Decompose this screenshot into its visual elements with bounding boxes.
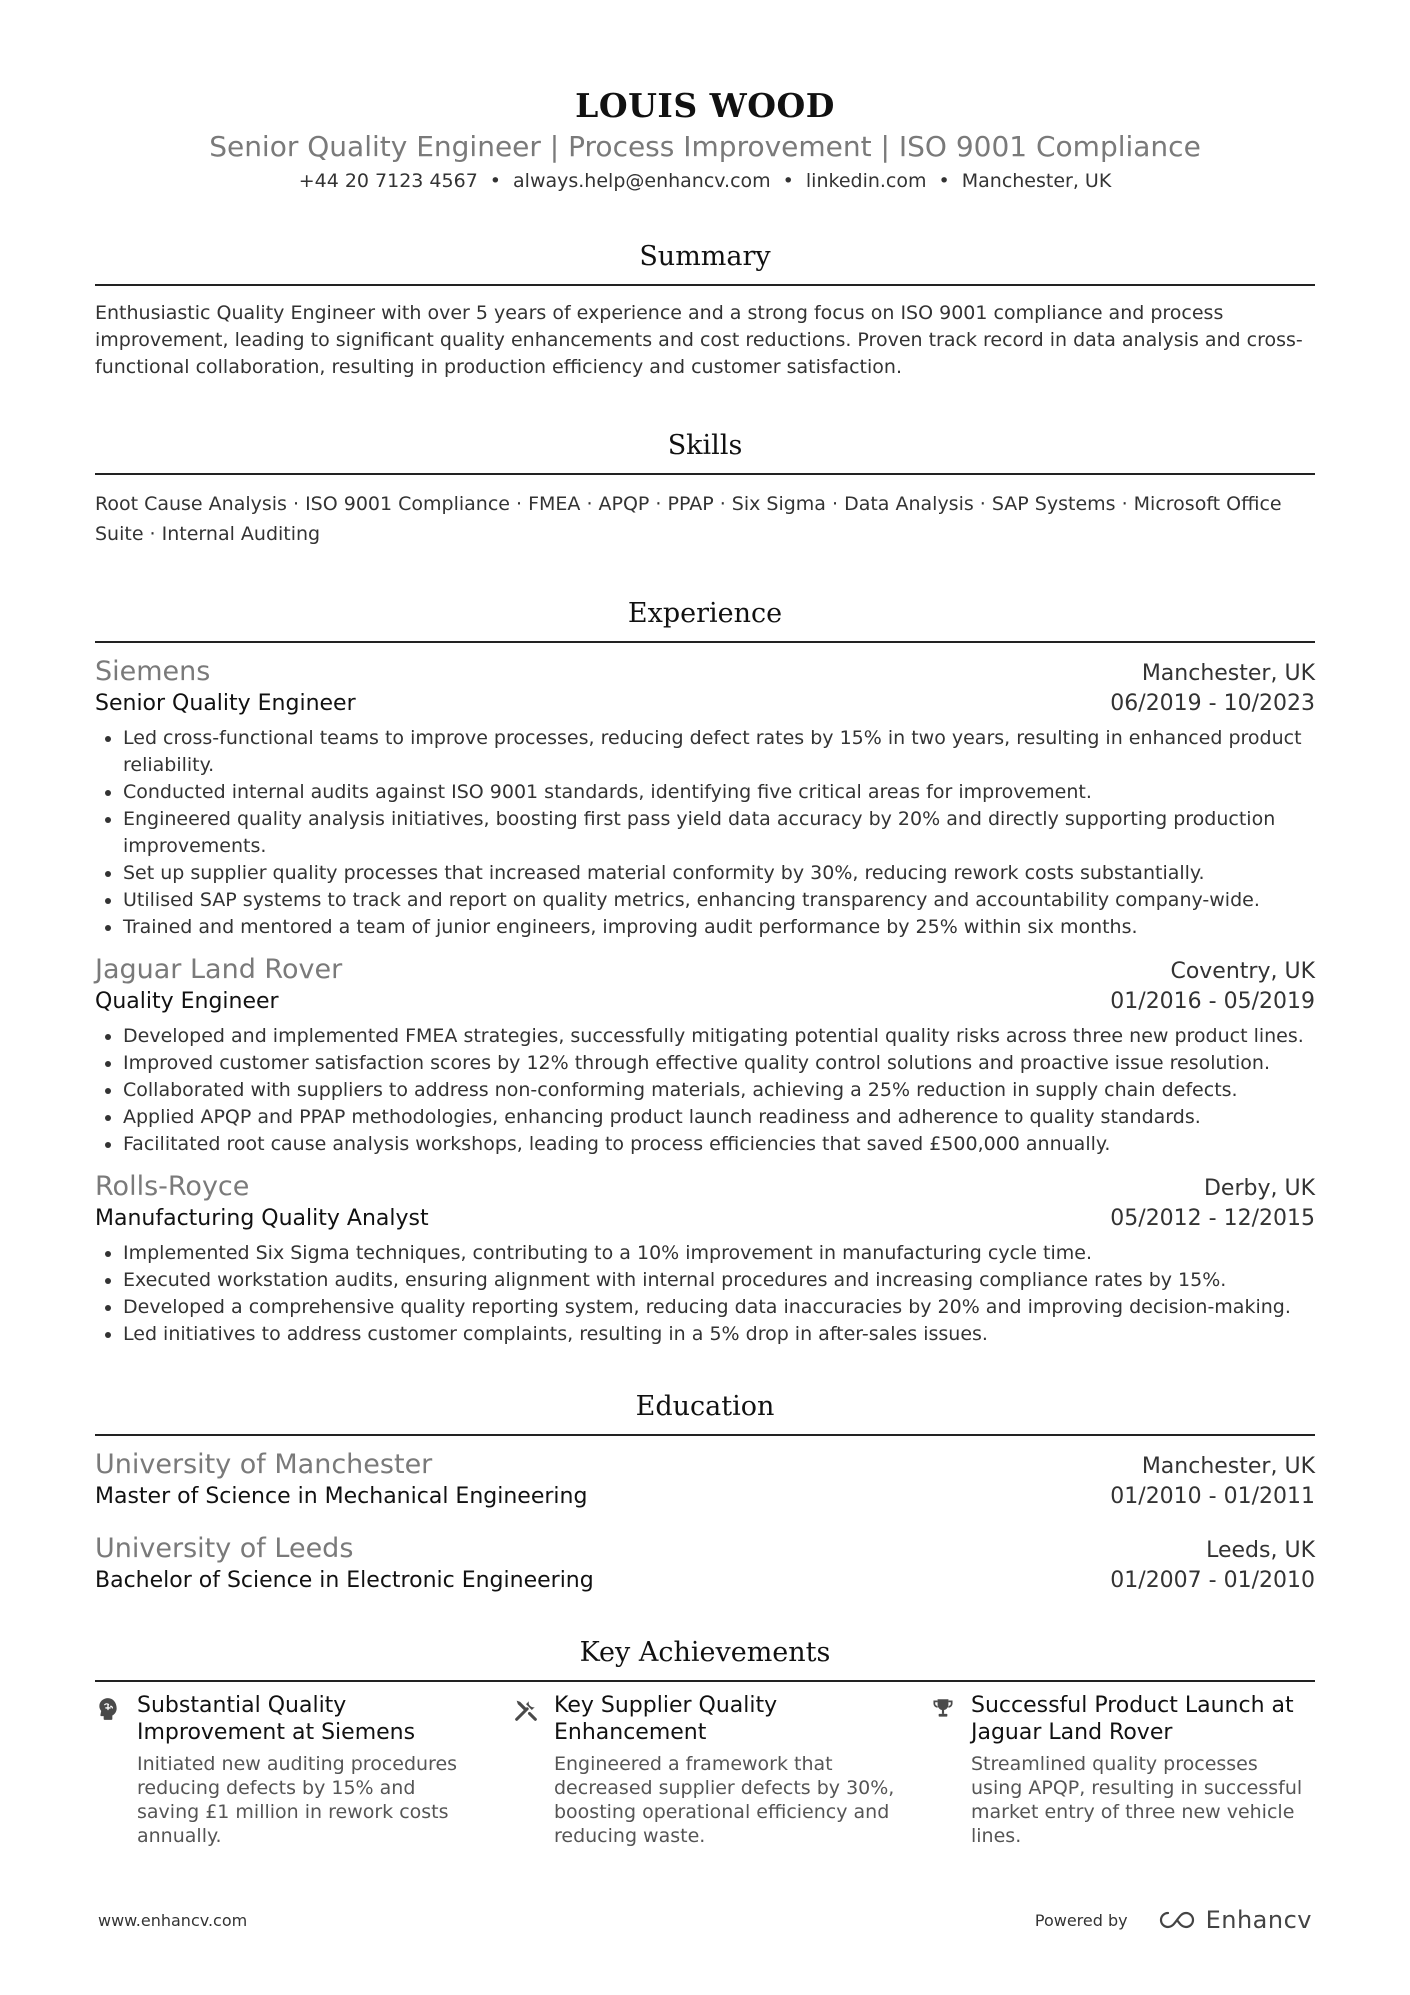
achievement-body	[971, 1692, 1315, 1848]
section-title-experience: Experience	[627, 598, 783, 629]
education-dates: 01/2007 - 01/2010	[1110, 1568, 1315, 1593]
job-bullet: • Collaborated with suppliers to address non-conforming materials, achieving a 25% reduction in supply chain defects.	[123, 1077, 1315, 1104]
achievement-title: Successful Product Launch at Jaguar Land Rover	[971, 1693, 1294, 1745]
enhancv-logo-icon	[1154, 1909, 1200, 1931]
achievement-item	[929, 1692, 1315, 1848]
achievement-description: Initiated new auditing procedures reducing defects by 15% and saving £1 million in rework costs annually.	[137, 1753, 458, 1847]
achievement-item	[512, 1692, 898, 1848]
job-bullet: • Developed a comprehensive quality reporting system, reducing data inaccuracies by 20% and improving decision-making.	[123, 1294, 1315, 1321]
job-entry	[95, 953, 1315, 1158]
education-degree: Bachelor of Science in Electronic Engineering	[95, 1568, 594, 1593]
job-role: Manufacturing Quality Analyst	[95, 1206, 429, 1231]
education-location: Manchester, UK	[1141, 1454, 1315, 1479]
achievement-description: Streamlined quality processes using APQP, resulting in successful market entry of three new vehicle lines.	[971, 1753, 1303, 1847]
education-section	[95, 1390, 1315, 1596]
contact-line	[95, 168, 1315, 194]
education-entry	[95, 1532, 1315, 1596]
experience-section	[95, 597, 1315, 1348]
job-header	[95, 1170, 1315, 1204]
achievements-grid	[95, 1692, 1315, 1848]
section-divider	[95, 1680, 1315, 1682]
trophy-icon	[929, 1696, 959, 1848]
education-header	[95, 1532, 1315, 1566]
job-company: Jaguar Land Rover	[95, 954, 343, 985]
job-dates: 05/2012 - 12/2015	[1110, 1206, 1315, 1231]
contact-location: Manchester, UK	[961, 170, 1112, 192]
education-dates: 01/2010 - 01/2011	[1110, 1484, 1315, 1509]
section-title-education: Education	[635, 1391, 775, 1422]
job-bullet: • Facilitated root cause analysis workshops, leading to process efficiencies that saved £500,000 annually.	[123, 1131, 1315, 1158]
candidate-headline: Senior Quality Engineer | Process Improvement | ISO 9001 Compliance	[209, 130, 1201, 163]
section-title-summary: Summary	[639, 241, 771, 272]
achievement-body	[554, 1692, 898, 1848]
job-bullet: • Implemented Six Sigma techniques, contributing to a 10% improvement in manufacturing cycle time.	[123, 1240, 1315, 1267]
education-location: Leeds, UK	[1206, 1538, 1315, 1563]
section-divider	[95, 1434, 1315, 1436]
achievements-section	[95, 1636, 1315, 1848]
contact-separator: •	[938, 170, 950, 192]
job-bullet: • Executed workstation audits, ensuring alignment with internal procedures and increasing compliance rates by 15%.	[123, 1267, 1315, 1294]
education-school: University of Leeds	[95, 1533, 354, 1564]
education-entry	[95, 1448, 1315, 1512]
job-bullet: • Led initiatives to address customer complaints, resulting in a 5% drop in after-sales issues.	[123, 1321, 1315, 1348]
job-entry	[95, 655, 1315, 941]
tools-icon	[512, 1696, 542, 1848]
job-role: Senior Quality Engineer	[95, 691, 356, 716]
summary-section	[95, 240, 1315, 381]
job-bullets	[95, 1240, 1315, 1348]
job-bullets	[95, 1023, 1315, 1158]
education-school: University of Manchester	[95, 1449, 433, 1480]
resume-header	[95, 0, 1315, 194]
job-bullet: • Improved customer satisfaction scores by 12% through effective quality control solutions and proactive issue resolution.	[123, 1050, 1315, 1077]
education-degree: Master of Science in Mechanical Engineering	[95, 1484, 588, 1509]
job-header	[95, 953, 1315, 987]
summary-text: Enthusiastic Quality Engineer with over 5 years of experience and a strong focus on ISO 9001 compliance and process improvement, leading to significant quality enhancements and cost reductions. Proven track record in data analysis and cross-functional collaboration, resulting in production efficiency and customer satisfaction.	[95, 302, 1303, 378]
job-subheader	[95, 689, 1315, 719]
achievement-title: Substantial Quality Improvement at Siemens	[137, 1693, 416, 1745]
contact-linkedin[interactable]: linkedin.com	[805, 170, 927, 192]
section-divider	[95, 641, 1315, 643]
achievement-body	[137, 1692, 481, 1848]
job-entry	[95, 1170, 1315, 1348]
enhancv-logo-text: Enhancv	[1205, 1906, 1312, 1934]
achievement-title: Key Supplier Quality Enhancement	[554, 1693, 778, 1745]
job-header	[95, 655, 1315, 689]
section-divider	[95, 473, 1315, 475]
job-location: Manchester, UK	[1141, 661, 1315, 686]
page-footer	[98, 1906, 1312, 1934]
footer-url[interactable]: www.enhancv.com	[98, 1910, 248, 1930]
job-company: Siemens	[95, 656, 211, 687]
candidate-name: LOUIS WOOD	[575, 86, 835, 125]
job-bullet: • Utilised SAP systems to track and report on quality metrics, enhancing transparency and accountability company-wide.	[123, 887, 1315, 914]
job-dates: 06/2019 - 10/2023	[1110, 691, 1315, 716]
job-bullet: • Conducted internal audits against ISO 9001 standards, identifying five critical areas for improvement.	[123, 779, 1315, 806]
powered-by-label: Powered by	[1034, 1910, 1128, 1930]
education-header	[95, 1448, 1315, 1482]
job-subheader	[95, 987, 1315, 1017]
contact-separator: •	[782, 170, 794, 192]
job-bullet: • Developed and implemented FMEA strategies, successfully mitigating potential quality risks across three new product lines.	[123, 1023, 1315, 1050]
skills-section	[95, 429, 1315, 549]
job-location: Coventry, UK	[1170, 959, 1315, 984]
powered-by	[1035, 1906, 1312, 1934]
education-subheader	[95, 1482, 1315, 1512]
achievement-description: Engineered a framework that decreased supplier defects by 30%, boosting operational efficiency and reducing waste.	[554, 1753, 895, 1847]
job-role: Quality Engineer	[95, 989, 279, 1014]
section-title-achievements: Key Achievements	[579, 1637, 831, 1668]
achievement-item	[95, 1692, 481, 1848]
enhancv-logo[interactable]	[1154, 1906, 1312, 1934]
job-subheader	[95, 1204, 1315, 1234]
job-bullet: • Led cross-functional teams to improve processes, reducing defect rates by 15% in two years, resulting in enhanced product reliability.	[123, 725, 1315, 779]
skills-list: Root Cause Analysis · ISO 9001 Compliance · FMEA · APQP · PPAP · Six Sigma · Data Analysis · SAP Systems · Microsoft Office Suite · Internal Auditing	[95, 493, 1282, 545]
job-bullet: • Trained and mentored a team of junior engineers, improving audit performance by 25% within six months.	[123, 914, 1315, 941]
job-dates: 01/2016 - 05/2019	[1110, 989, 1315, 1014]
job-bullet: • Applied APQP and PPAP methodologies, enhancing product launch readiness and adherence to quality standards.	[123, 1104, 1315, 1131]
job-bullets	[95, 725, 1315, 941]
brain-icon	[95, 1696, 125, 1848]
job-company: Rolls-Royce	[95, 1171, 250, 1202]
section-title-skills: Skills	[667, 430, 743, 461]
education-subheader	[95, 1566, 1315, 1596]
section-divider	[95, 284, 1315, 286]
job-bullet: • Set up supplier quality processes that increased material conformity by 30%, reducing rework costs substantially.	[123, 860, 1315, 887]
contact-email[interactable]: always.help@enhancv.com	[513, 170, 771, 192]
contact-separator: •	[489, 170, 502, 192]
contact-phone: +44 20 7123 4567	[298, 170, 478, 192]
job-bullet: • Engineered quality analysis initiatives, boosting first pass yield data accuracy by 20% and directly supporting production improvements.	[123, 806, 1315, 860]
job-location: Derby, UK	[1203, 1176, 1315, 1201]
